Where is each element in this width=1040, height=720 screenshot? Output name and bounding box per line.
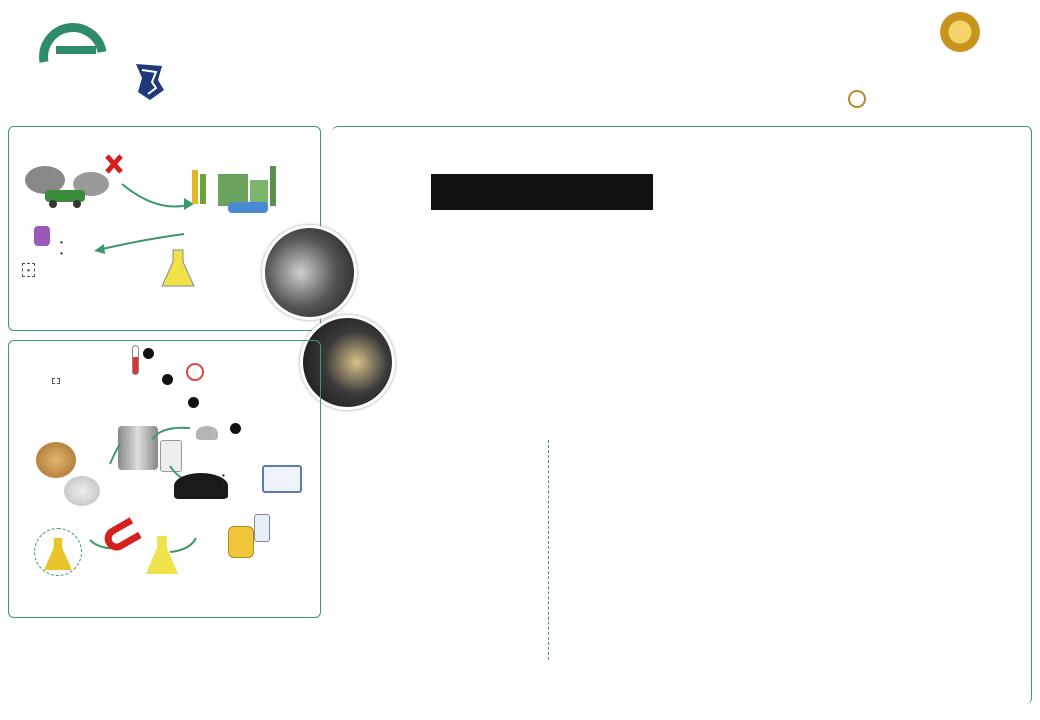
corn-icon bbox=[192, 170, 206, 204]
ftir-label: • bbox=[222, 480, 225, 490]
ftir-chart bbox=[806, 470, 1026, 670]
methanol-bottle-icon bbox=[254, 514, 270, 542]
table-1-header-fame bbox=[542, 174, 653, 210]
catalyst-label: • bbox=[22, 263, 35, 277]
secihti-icon bbox=[848, 90, 866, 108]
table-1 bbox=[431, 174, 653, 210]
step-2-icon bbox=[162, 374, 173, 385]
monitor-icon bbox=[262, 465, 302, 493]
xrd-label: • bbox=[222, 470, 225, 480]
car-icon bbox=[228, 202, 268, 213]
alarm-clock-icon bbox=[186, 363, 204, 381]
energytran-logo bbox=[22, 20, 132, 110]
oil-jar-icon bbox=[228, 526, 254, 558]
fig1-charts bbox=[680, 140, 1020, 415]
thermometer-icon bbox=[132, 345, 139, 375]
fossil-scene bbox=[15, 150, 125, 210]
taguchi-label bbox=[52, 378, 60, 384]
fig2-divider bbox=[548, 440, 549, 660]
tecnm-eagle-icon bbox=[132, 60, 166, 102]
flask-icon bbox=[160, 248, 196, 290]
intro-arrow bbox=[118, 178, 198, 218]
tecnm-logo bbox=[132, 60, 222, 102]
cross-icon bbox=[107, 156, 121, 172]
table-1-header-conditions bbox=[431, 174, 542, 210]
xrd-chart bbox=[560, 470, 795, 670]
refinery-icon bbox=[218, 166, 276, 206]
alcohol-label: • bbox=[60, 248, 63, 258]
table-1-header-row bbox=[431, 174, 653, 210]
magnetic-catalyst-icon bbox=[174, 473, 228, 499]
step-1-icon bbox=[143, 348, 154, 359]
biofuels-scene bbox=[188, 160, 298, 215]
oil-bottle-icon bbox=[34, 226, 50, 246]
cigarette-filters-icon bbox=[36, 442, 76, 478]
ita-seal-icon bbox=[940, 12, 980, 52]
energytran-mark-icon bbox=[36, 22, 110, 76]
oil-label: • bbox=[60, 237, 63, 247]
step-3-icon bbox=[188, 397, 199, 408]
car-icon bbox=[45, 190, 85, 208]
ita-name bbox=[912, 52, 1012, 60]
